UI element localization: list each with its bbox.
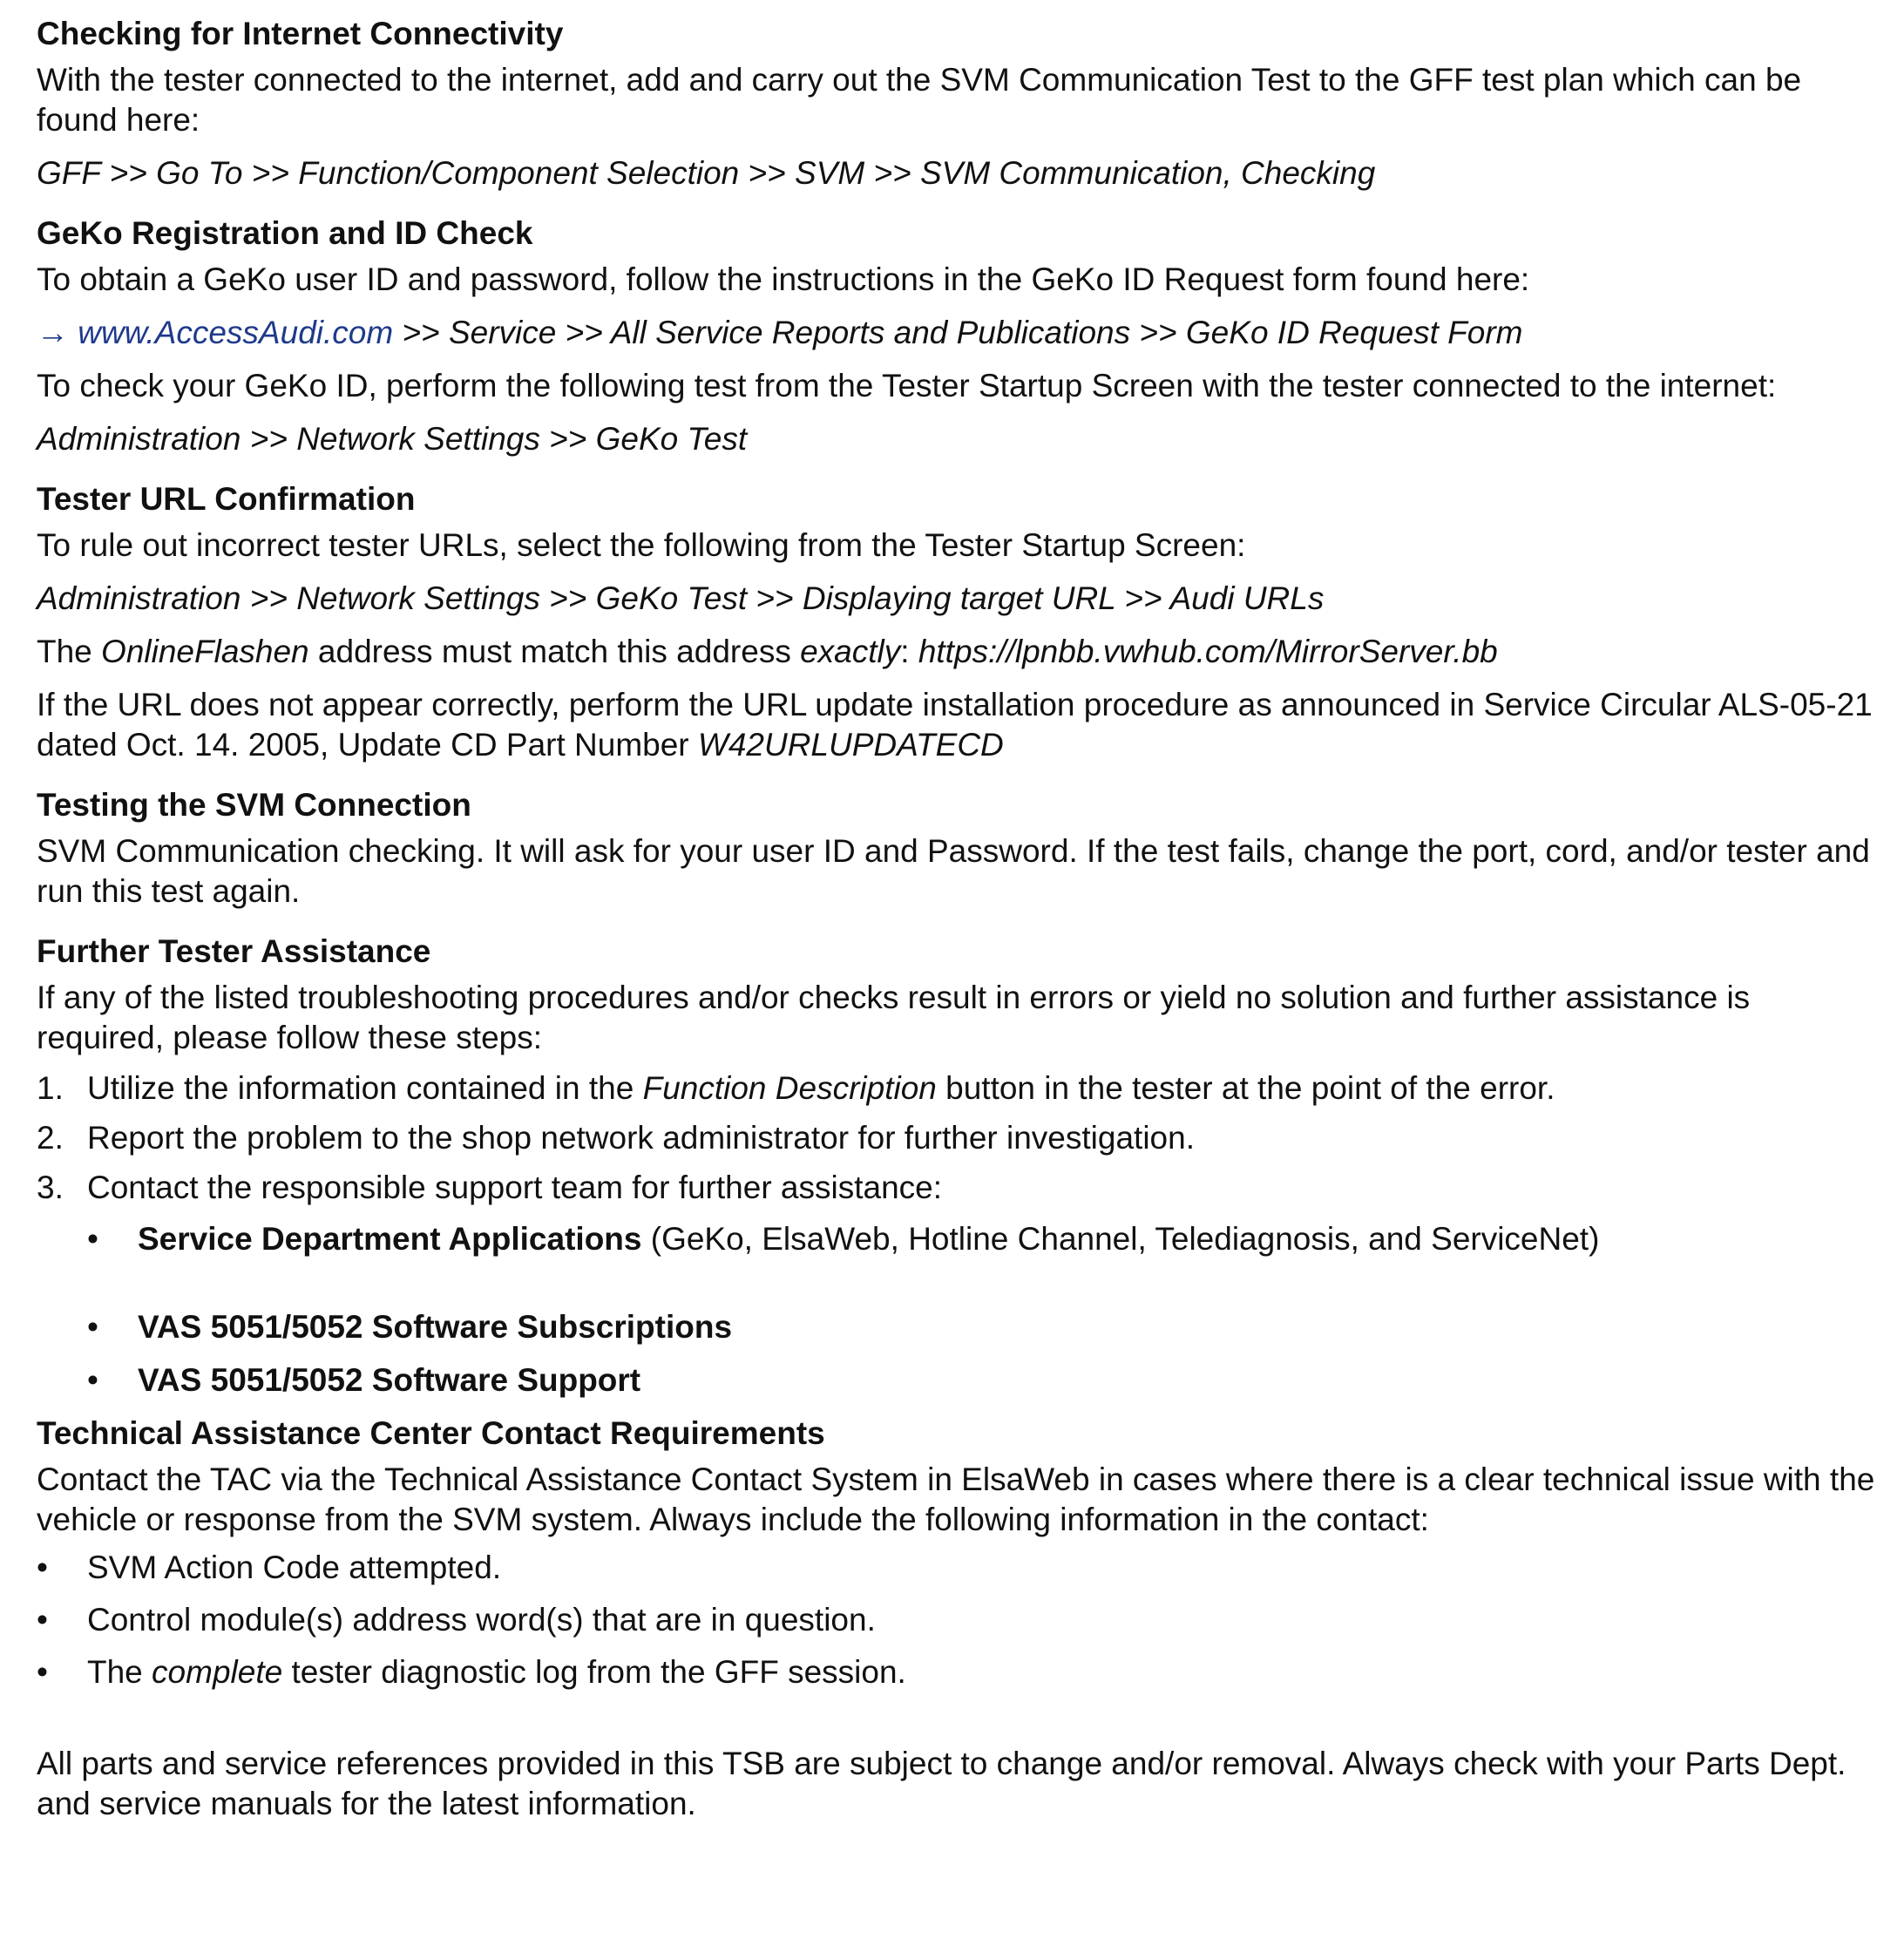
connectivity-paragraph: With the tester connected to the internet, add and carry out the SVM Communication Test to the GFF test plan which can be found here: (37, 62, 1802, 138)
bullet-icon: • (87, 1221, 98, 1257)
footer-disclaimer: All parts and service references provided in this TSB are subject to change and/or removal. Always check with your Parts Dept. and service manuals for the latest information. (37, 1746, 1846, 1821)
geko-request-link-path: >> Service >> All Service Reports and Publications >> GeKo ID Request Form (402, 315, 1523, 350)
step-text: Utilize the information contained in the (87, 1070, 643, 1106)
complete-term: complete (152, 1654, 283, 1690)
assistance-steps-list (37, 1063, 1884, 1212)
connectivity-menu-path: GFF >> Go To >> Function/Component Selection >> SVM >> SVM Communication, Checking (37, 155, 1376, 191)
url-match-term: OnlineFlashen (101, 634, 309, 669)
link-arrow-icon: → (37, 315, 69, 350)
list-item (87, 1212, 1884, 1265)
bullet-icon: • (37, 1602, 48, 1638)
list-item (37, 1163, 1884, 1212)
support-teams-list (37, 1212, 1884, 1407)
requirement-text-end: tester diagnostic log from the GFF session. (282, 1654, 906, 1690)
team-name: VAS 5051/5052 Software Subscriptions (138, 1309, 733, 1345)
section-heading-connectivity: Checking for Internet Connectivity (37, 16, 564, 51)
document-page (37, 7, 1884, 1837)
geko-request-paragraph: To obtain a GeKo user ID and password, follow the instructions in the GeKo ID Request form found here: (37, 261, 1530, 297)
requirement-text: SVM Action Code attempted. (87, 1550, 502, 1585)
url-match-colon: : (900, 634, 918, 669)
accessaudi-link[interactable]: www.AccessAudi.com (78, 315, 394, 350)
update-cd-part-number: W42URLUPDATECD (697, 727, 1004, 763)
step-number: 1. (37, 1070, 64, 1106)
assistance-paragraph: If any of the listed troubleshooting procedures and/or checks result in errors or yield no solution and further assistance is required, please follow these steps: (37, 980, 1751, 1055)
list-item (37, 1063, 1884, 1113)
list-item (37, 1594, 1884, 1646)
tac-requirements-list (37, 1542, 1884, 1699)
list-item (37, 1646, 1884, 1699)
section-heading-svm: Testing the SVM Connection (37, 787, 471, 823)
geko-check-paragraph: To check your GeKo ID, perform the following test from the Tester Startup Screen with the tester connected to the internet: (37, 368, 1777, 403)
tac-paragraph: Contact the TAC via the Technical Assistance Contact System in ElsaWeb in cases where there is a clear technical issue with the vehicle or response from the SVM system. Always include the following information in the contact: (37, 1461, 1875, 1537)
section-heading-tac: Technical Assistance Center Contact Requirements (37, 1415, 825, 1451)
url-menu-path: Administration >> Network Settings >> GeKo Test >> Displaying target URL >> Audi URLs (37, 580, 1325, 616)
list-item (37, 1542, 1884, 1594)
spacer (37, 1699, 1884, 1744)
mirror-server-url: https://lpnbb.vwhub.com/MirrorServer.bb (918, 634, 1498, 669)
section-heading-assistance: Further Tester Assistance (37, 933, 431, 969)
step-text-end: button in the tester at the point of the error. (936, 1070, 1555, 1106)
step-text: Report the problem to the shop network administrator for further investigation. (87, 1120, 1195, 1156)
bullet-icon: • (87, 1362, 98, 1398)
url-match-paragraph (37, 632, 1884, 672)
requirement-text: The (87, 1654, 152, 1690)
url-select-paragraph: To rule out incorrect tester URLs, select the following from the Tester Startup Screen: (37, 527, 1246, 563)
step-number: 2. (37, 1120, 64, 1156)
bullet-icon: • (37, 1550, 48, 1585)
requirement-text: Control module(s) address word(s) that are in question. (87, 1602, 876, 1638)
bullet-icon: • (87, 1309, 98, 1345)
url-match-pre: The (37, 634, 102, 669)
url-update-paragraph (37, 685, 1884, 765)
list-item (87, 1300, 1884, 1353)
geko-request-link-line (37, 313, 1884, 353)
team-detail: (GeKo, ElsaWeb, Hotline Channel, Telediagnosis, and ServiceNet) (641, 1221, 1600, 1257)
team-name: Service Department Applications (138, 1221, 642, 1257)
team-name: VAS 5051/5052 Software Support (138, 1362, 641, 1398)
url-update-text: If the URL does not appear correctly, perform the URL update installation procedure as announced in Service Circular ALS-05-21 dated Oct. 14. 2005, Update CD Part Number (37, 687, 1873, 763)
geko-test-menu-path: Administration >> Network Settings >> GeKo Test (37, 421, 748, 457)
bullet-icon: • (37, 1654, 48, 1690)
url-match-mid: address must match this address (308, 634, 801, 669)
svm-paragraph: SVM Communication checking. It will ask for your user ID and Password. If the test fails, change the port, cord, and/or tester and run this test again. (37, 833, 1870, 909)
section-heading-url: Tester URL Confirmation (37, 481, 416, 517)
function-description-term: Function Description (642, 1070, 937, 1106)
list-item (37, 1113, 1884, 1163)
step-text: Contact the responsible support team for further assistance: (87, 1170, 943, 1205)
step-number: 3. (37, 1170, 64, 1205)
list-item (87, 1353, 1884, 1407)
section-heading-geko: GeKo Registration and ID Check (37, 215, 533, 251)
url-match-exact: exactly (800, 634, 901, 669)
